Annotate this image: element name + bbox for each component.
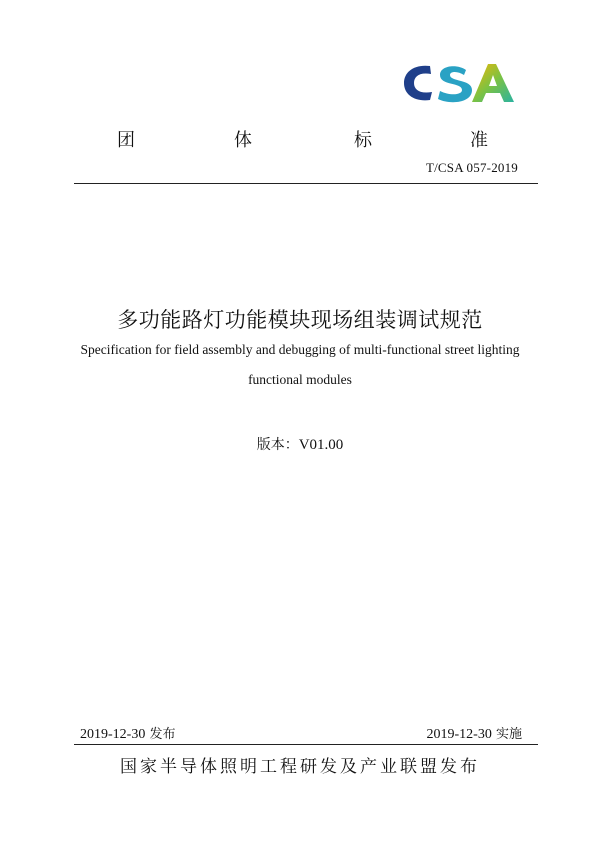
title-english-line-2: functional modules: [248, 372, 352, 387]
standard-type-char: 团: [117, 130, 135, 151]
title-english-line-1: Specification for field assembly and debugging of multi-functional street lighting: [80, 342, 520, 357]
logo-letter-s: [438, 66, 472, 102]
title-chinese: 多功能路灯功能模块现场组装调试规范: [117, 308, 483, 332]
implement-date: 2019-12-30: [426, 727, 492, 742]
csa-logo: [400, 58, 520, 108]
version-line: [0, 434, 600, 454]
version-value: V01.00: [298, 437, 344, 453]
header-divider: [74, 183, 538, 184]
publisher: 国家半导体照明工程研发及产业联盟发布: [120, 757, 480, 777]
standard-code: T/CSA 057-2019: [425, 160, 518, 175]
release-date: 2019-12-30: [80, 727, 146, 742]
footer-divider: [74, 744, 538, 745]
version-label: 版本：: [256, 437, 299, 453]
standard-type-char: 体: [234, 130, 252, 151]
logo-letter-a: [472, 64, 514, 102]
release-info: [80, 723, 175, 743]
implement-info: [427, 723, 522, 743]
release-label: 发布: [149, 727, 176, 742]
implement-label: 实施: [495, 727, 522, 742]
standard-type-char: 准: [470, 130, 488, 151]
standard-type-char: 标: [354, 130, 372, 151]
logo-letter-c: [404, 66, 432, 101]
standard-type-heading: [0, 126, 600, 152]
